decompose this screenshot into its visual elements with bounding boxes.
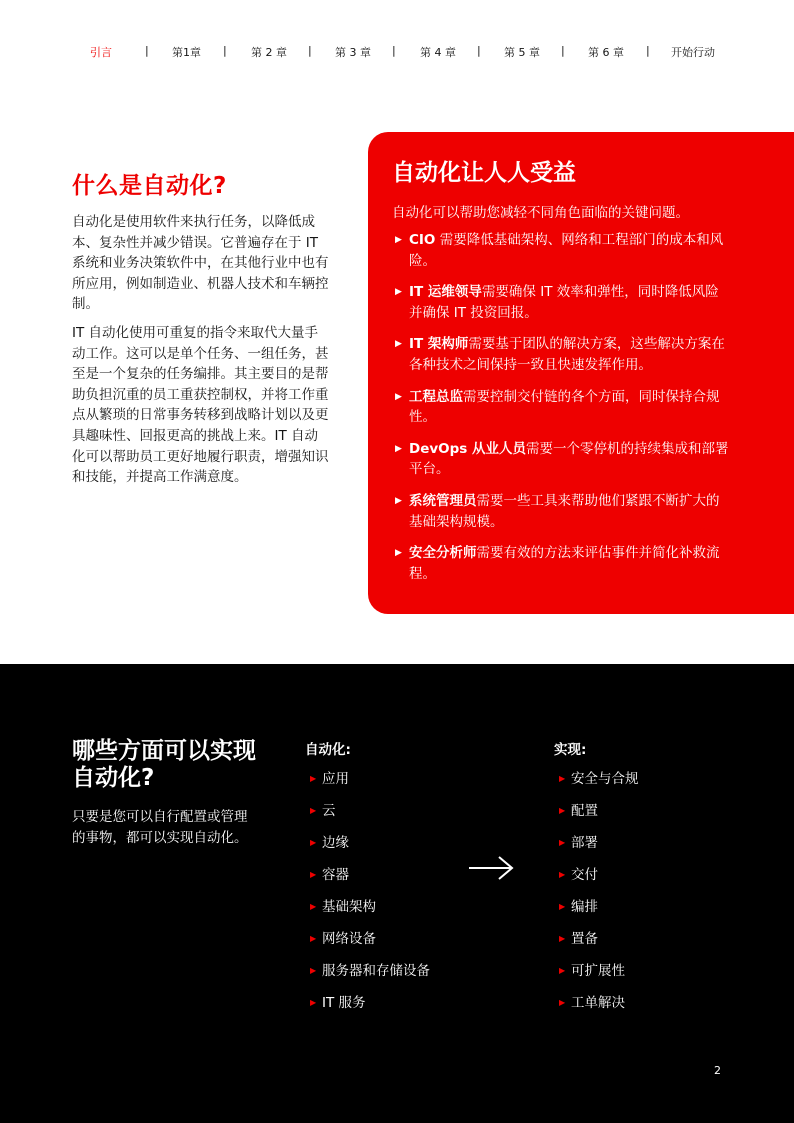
role-text: 需要一个零停机的持续集成和部署平台。 bbox=[409, 440, 729, 478]
list-item bbox=[559, 770, 639, 802]
role-item-sysadmin bbox=[392, 491, 732, 532]
list-item bbox=[559, 994, 639, 1026]
automate-list bbox=[310, 770, 430, 1026]
list-item bbox=[559, 866, 639, 898]
achieve-heading: 实现: bbox=[554, 742, 587, 758]
role-name: 系统管理员 bbox=[409, 492, 477, 509]
benefits-title: 自动化让人人受益 bbox=[392, 160, 576, 186]
list-item bbox=[559, 898, 639, 930]
list-item bbox=[310, 898, 430, 930]
role-item-devops bbox=[392, 439, 732, 480]
page-number: 2 bbox=[714, 1064, 721, 1077]
role-text: 需要确保 IT 效率和弹性，同时降低风险并确保 IT 投资回报。 bbox=[409, 284, 719, 321]
automate-heading: 自动化: bbox=[305, 742, 351, 758]
triangle-bullet-icon: ▶ bbox=[395, 391, 402, 402]
triangle-bullet-icon: ▶ bbox=[310, 838, 317, 847]
triangle-bullet-icon: ▶ bbox=[395, 287, 402, 298]
role-name: DevOps 从业人员 bbox=[409, 440, 527, 457]
nav-item-get-started[interactable]: 开始行动 bbox=[671, 46, 715, 59]
role-item-it-ops-lead bbox=[392, 282, 732, 323]
automation-areas-section bbox=[0, 664, 794, 1123]
role-text: 需要一些工具来帮助他们紧跟不断扩大的基础架构规模。 bbox=[409, 492, 720, 530]
triangle-bullet-icon: ▶ bbox=[395, 235, 402, 245]
list-item-label: 工单解决 bbox=[571, 995, 625, 1011]
intro-paragraph-1: 自动化是使用软件来执行任务，以降低成本、复杂性并减少错误。它普遍存在于 IT 系统和业务决策软件中，在其他行业中也有所应用，例如制造业、机器人技术和车辆控制。 bbox=[72, 214, 329, 313]
list-item-label: 容器 bbox=[322, 867, 349, 883]
list-item bbox=[310, 930, 430, 962]
role-text: 需要基于团队的解决方案，这些解决方案在各种技术之间保持一致且快速发挥作用。 bbox=[409, 336, 725, 373]
achieve-list bbox=[559, 770, 639, 1026]
triangle-bullet-icon: ▶ bbox=[559, 838, 566, 847]
list-item-label: 安全与合规 bbox=[571, 771, 639, 787]
list-item-label: 编排 bbox=[571, 899, 598, 915]
triangle-bullet-icon: ▶ bbox=[559, 998, 566, 1007]
triangle-bullet-icon: ▶ bbox=[310, 774, 317, 783]
nav-item-intro[interactable]: 引言 bbox=[90, 46, 112, 59]
triangle-bullet-icon: ▶ bbox=[310, 934, 317, 943]
list-item bbox=[559, 834, 639, 866]
nav-separator: | bbox=[477, 44, 481, 57]
list-item-label: IT 服务 bbox=[322, 995, 366, 1011]
list-item-label: 可扩展性 bbox=[571, 963, 625, 979]
intro-title: 什么是自动化? bbox=[72, 173, 227, 199]
nav-item-chapter-2[interactable]: 第 2 章 bbox=[251, 46, 287, 59]
nav-separator: | bbox=[308, 44, 312, 57]
list-item-label: 交付 bbox=[571, 867, 598, 883]
list-item-label: 服务器和存储设备 bbox=[322, 963, 430, 979]
role-name: 工程总监 bbox=[409, 388, 463, 405]
intro-paragraph-2: IT 自动化使用可重复的指令来取代大量手动工作。这可以是单个任务、一组任务，甚至是一个复杂的任务编排。其主要目的是帮助负担沉重的员工重获控制权，并将工作重点从繁琐的日常事务转移到战略计划以及更具趣味性、回报更高的挑战上来。IT 自动化可以帮助员工更好地履行职责，增强知识和技能，并提高工作满意度。 bbox=[72, 325, 329, 486]
triangle-bullet-icon: ▶ bbox=[310, 966, 317, 975]
nav-item-chapter-1[interactable]: 第1章 bbox=[172, 46, 201, 59]
nav-item-chapter-6[interactable]: 第 6 章 bbox=[588, 46, 624, 59]
triangle-bullet-icon: ▶ bbox=[395, 548, 402, 559]
list-item-label: 应用 bbox=[322, 771, 349, 787]
list-item-label: 边缘 bbox=[322, 835, 349, 851]
list-item bbox=[310, 866, 430, 898]
triangle-bullet-icon: ▶ bbox=[395, 495, 402, 506]
role-text: 需要有效的方法来评估事件并简化补救流程。 bbox=[409, 545, 720, 582]
triangle-bullet-icon: ▶ bbox=[559, 934, 566, 943]
role-text: 需要控制交付链的各个方面，同时保持合规性。 bbox=[409, 388, 720, 426]
role-item-it-architect bbox=[392, 334, 732, 375]
benefits-panel bbox=[368, 132, 794, 614]
triangle-bullet-icon: ▶ bbox=[310, 902, 317, 911]
nav-separator: | bbox=[646, 44, 650, 57]
triangle-bullet-icon: ▶ bbox=[559, 806, 566, 815]
list-item-label: 网络设备 bbox=[322, 931, 376, 947]
list-item bbox=[310, 802, 430, 834]
list-item bbox=[559, 962, 639, 994]
triangle-bullet-icon: ▶ bbox=[559, 966, 566, 975]
triangle-bullet-icon: ▶ bbox=[559, 774, 566, 783]
nav-item-chapter-3[interactable]: 第 3 章 bbox=[335, 46, 371, 59]
chapter-nav bbox=[0, 44, 794, 62]
role-item-cio bbox=[392, 230, 732, 271]
role-name: CIO bbox=[409, 232, 436, 248]
triangle-bullet-icon: ▶ bbox=[559, 870, 566, 879]
nav-separator: | bbox=[145, 44, 149, 57]
arrow-right-icon bbox=[467, 856, 515, 880]
list-item-label: 置备 bbox=[571, 931, 598, 947]
triangle-bullet-icon: ▶ bbox=[310, 998, 317, 1007]
role-list bbox=[392, 230, 732, 595]
nav-item-chapter-5[interactable]: 第 5 章 bbox=[504, 46, 540, 59]
role-name: IT 架构师 bbox=[409, 336, 469, 353]
list-item-label: 云 bbox=[322, 803, 336, 819]
role-item-engineering-director bbox=[392, 387, 732, 428]
nav-item-chapter-4[interactable]: 第 4 章 bbox=[420, 46, 456, 59]
role-item-security-analyst bbox=[392, 543, 732, 584]
nav-separator: | bbox=[561, 44, 565, 57]
triangle-bullet-icon: ▶ bbox=[310, 870, 317, 879]
triangle-bullet-icon: ▶ bbox=[395, 443, 402, 454]
triangle-bullet-icon: ▶ bbox=[559, 902, 566, 911]
triangle-bullet-icon: ▶ bbox=[395, 339, 402, 350]
areas-title: 哪些方面可以实现自动化? bbox=[72, 738, 256, 791]
nav-separator: | bbox=[392, 44, 396, 57]
list-item-label: 配置 bbox=[571, 803, 598, 819]
list-item bbox=[310, 834, 430, 866]
role-name: IT 运维领导 bbox=[409, 284, 482, 301]
list-item-label: 部署 bbox=[571, 835, 598, 851]
role-name: 安全分析师 bbox=[409, 545, 477, 562]
list-item bbox=[559, 802, 639, 834]
list-item-label: 基础架构 bbox=[322, 899, 376, 915]
areas-text: 只要是您可以自行配置或管理的事物，都可以实现自动化。 bbox=[72, 809, 248, 846]
nav-separator: | bbox=[223, 44, 227, 57]
list-item bbox=[310, 962, 430, 994]
role-text: 需要降低基础架构、网络和工程部门的成本和风险。 bbox=[409, 232, 724, 269]
list-item bbox=[559, 930, 639, 962]
list-item bbox=[310, 770, 430, 802]
benefits-intro: 自动化可以帮助您减轻不同角色面临的关键问题。 bbox=[392, 205, 689, 221]
triangle-bullet-icon: ▶ bbox=[310, 806, 317, 815]
list-item bbox=[310, 994, 430, 1026]
